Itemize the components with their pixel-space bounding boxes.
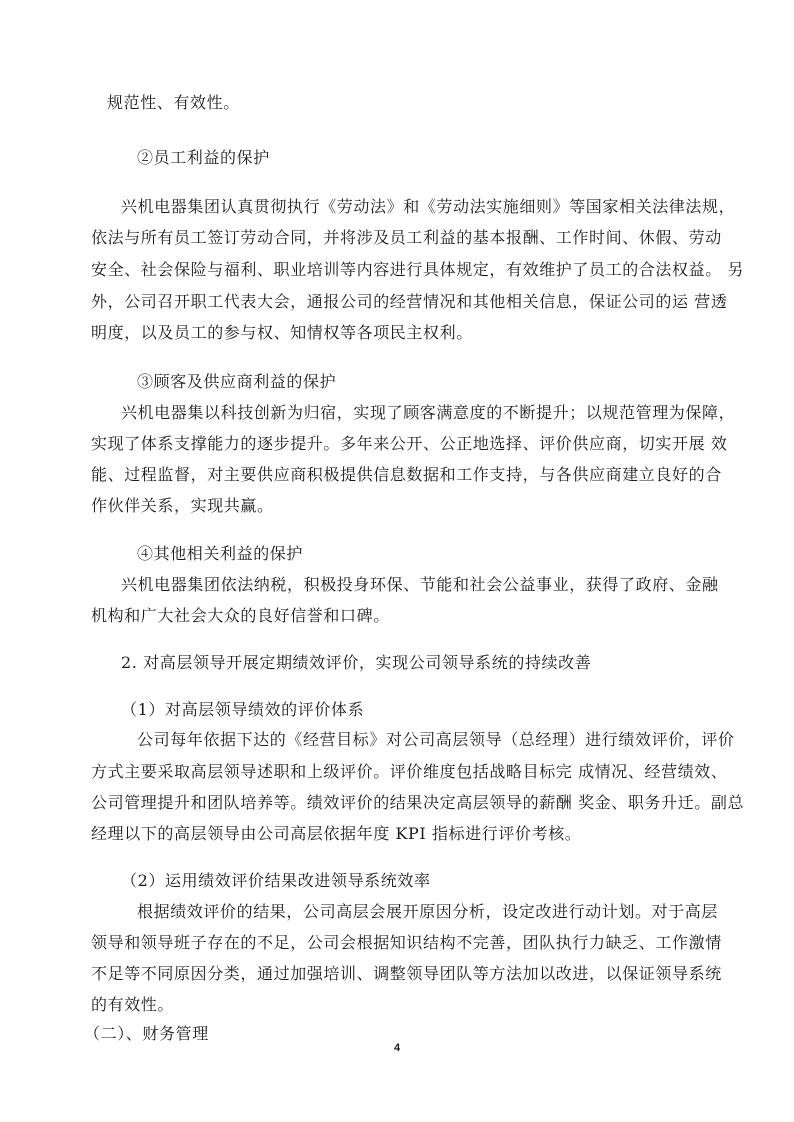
text-line: 方式主要采取高层领导述职和上级评价。评价维度包括战略目标完 成情况、经营绩效、 bbox=[91, 762, 728, 781]
text-line: 的有效性。 bbox=[91, 995, 175, 1014]
section-heading-customer: ③顾客及供应商利益的保护 bbox=[137, 372, 337, 391]
text-line: 明度，以及员工的参与权、知情权等各项民主权利。 bbox=[91, 323, 473, 342]
section-heading-employee: ②员工利益的保护 bbox=[137, 148, 270, 167]
text-line: 公司管理提升和团队培养等。绩效评价的结果决定高层领导的薪酬 奖金、职务升迁。副总 bbox=[91, 793, 745, 812]
text-line: 领导和领导班子存在的不足，公司会根据知识结构不完善，团队执行力缺乏、工作激情 bbox=[91, 933, 722, 952]
text-line: 能、过程监督，对主要供应商积极提供信息数据和工作支持，与各供应商建立良好的合 bbox=[91, 465, 722, 484]
section-heading-other: ④其他相关利益的保护 bbox=[137, 544, 304, 563]
text-line: 机构和广大社会大众的良好信誉和口碑。 bbox=[91, 606, 390, 625]
subsection-heading-evaluation: （1）对高层领导绩效的评价体系 bbox=[121, 700, 365, 719]
subsection-heading-improvement: （2）运用绩效评价结果改进领导系统效率 bbox=[121, 871, 431, 890]
text-line: 兴机电器集以科技创新为归宿，实现了顾客满意度的不断提升；以规范管理为保障， bbox=[121, 403, 736, 422]
text-line: 公司每年依据下达的《经营目标》对公司高层领导（总经理）进行绩效评价，评价 bbox=[137, 730, 735, 749]
text-line: 经理以下的高层领导由公司高层依据年度 KPI 指标进行评价考核。 bbox=[91, 824, 582, 843]
text-line: 规范性、有效性。 bbox=[107, 93, 240, 112]
text-line: 作伙伴关系，实现共赢。 bbox=[91, 496, 274, 515]
text-line: 不足等不同原因分类，通过加强培训、调整领导团队等方法加以改进，以保证领导系统 bbox=[91, 964, 722, 983]
page-number: 4 bbox=[393, 1042, 401, 1054]
text-line: 实现了体系支撑能力的逐步提升。多年来公开、公正地选择、评价供应商，切实开展 效 bbox=[91, 434, 728, 453]
text-line: 兴机电器集团认真贯彻执行《劳动法》和《劳动法实施细则》等国家相关法律法规， bbox=[121, 197, 736, 216]
text-line: 根据绩效评价的结果，公司高层会展开原因分析，设定改进行动计划。对于高层 bbox=[137, 902, 719, 921]
text-line: 兴机电器集团依法纳税，积极投身环保、节能和社会公益事业，获得了政府、金融 bbox=[121, 575, 719, 594]
text-line: 安全、社会保险与福利、职业培训等内容进行具体规定，有效维护了员工的合法权益。 另 bbox=[91, 260, 745, 279]
section-heading-finance: （二）、财务管理 bbox=[84, 1024, 209, 1043]
text-line: 外，公司召开职工代表大会，通报公司的经营情况和其他相关信息，保证公司的运 营透 bbox=[91, 292, 728, 311]
section-heading-leadership: 2. 对高层领导开展定期绩效评价，实现公司领导系统的持续改善 bbox=[121, 653, 592, 672]
text-line: 依法与所有员工签订劳动合同，并将涉及员工利益的基本报酬、工作时间、休假、劳动 bbox=[91, 228, 722, 247]
